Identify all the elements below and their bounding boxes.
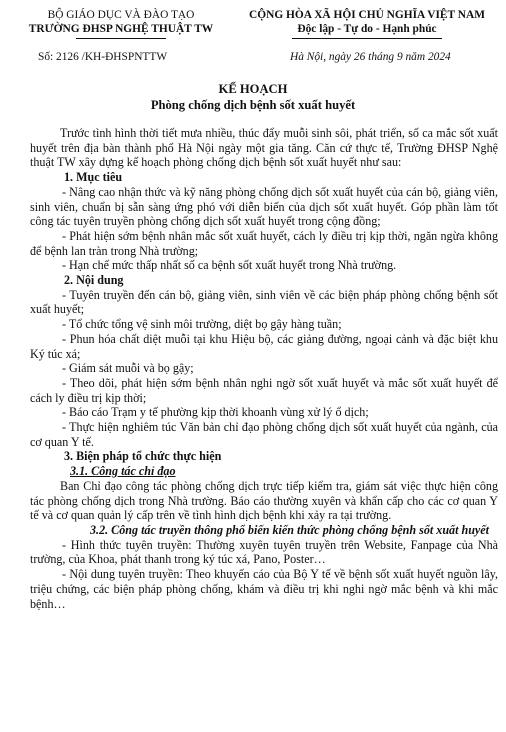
content-item: - Thực hiện nghiêm túc Văn bản chỉ đạo phòng chống dịch sốt xuất huyết của ngành, của cơ quan Y tế. xyxy=(30,420,498,449)
subsection-heading-communication: 3.2. Công tác truyền thông phổ biến kiến thức phòng chống bệnh sốt xuất huyết xyxy=(90,522,490,537)
goal-item: - Phát hiện sớm bệnh nhân mắc sốt xuất huyết, cách ly điều trị kịp thời, ngăn ngừa không để bệnh lan tràn trong Nhà trường; xyxy=(30,228,498,258)
national-motto: Độc lập - Tự do - Hạnh phúc xyxy=(297,22,437,35)
document-title xyxy=(0,81,506,113)
ministry-name: BỘ GIÁO DỤC VÀ ĐÀO TẠO xyxy=(47,9,195,21)
national-header xyxy=(232,9,502,39)
intro-paragraph: Trước tình hình thời tiết mưa nhiều, thúc đẩy muỗi sinh sôi, phát triển, số ca mắc sốt xuất huyết trên địa bàn thành phố Hà Nội ngày một gia tăng. Căn cứ thực tế, Trường ĐHSP Nghệ thuật TW xây dựng kế hoạch phòng chống dịch bệnh sốt xuất huyết như sau: xyxy=(30,126,498,170)
direction-paragraph: Ban Chỉ đạo công tác phòng chống dịch trực tiếp kiểm tra, giám sát việc thực hiện công tác phòng chống dịch trong Nhà trường. Báo cáo thường xuyên và khẩn cấp cho các cơ quan Y tế và cơ quan quản lý cấp trên về tình hình dịch bệnh khi xảy ra tại trường. xyxy=(30,478,498,523)
nation-name: CỘNG HÒA XÃ HỘI CHỦ NGHĨA VIỆT NAM xyxy=(249,9,485,21)
document-subject: Phòng chống dịch bệnh sốt xuất huyết xyxy=(150,98,356,112)
content-item: - Theo dõi, phát hiện sớm bệnh nhân nghi ngờ sốt xuất huyết và mắc sốt xuất huyết để cách ly điều trị kịp thời; xyxy=(30,375,498,405)
document-number: Số: 2126 /KH-ĐHSPNTTW xyxy=(38,51,168,63)
section-heading-measures: 3. Biện pháp tổ chức thực hiện xyxy=(64,449,222,464)
content-item: - Tuyên truyền đến cán bộ, giảng viên, sinh viên về các biện pháp phòng chống bệnh sốt xuất huyết; xyxy=(30,287,498,317)
motto-underline xyxy=(292,38,442,39)
issuer-block xyxy=(16,9,226,39)
issuer-underline xyxy=(76,38,166,39)
section-heading-content: 2. Nội dung xyxy=(64,273,124,288)
content-item: - Báo cáo Trạm y tế phường kịp thời khoanh vùng xử lý ổ dịch; xyxy=(62,405,369,420)
document-type: KẾ HOẠCH xyxy=(218,82,288,96)
document-body xyxy=(30,126,498,611)
content-item: - Phun hóa chất diệt muỗi tại khu Hiệu bộ, các giảng đường, ngoại cảnh và đặc biệt khu Ký túc xá; xyxy=(30,331,498,361)
section-heading-goals: 1. Mục tiêu xyxy=(64,170,123,185)
subsection-heading-direction: 3.1. Công tác chỉ đạo xyxy=(70,464,176,479)
school-name: TRƯỜNG ĐHSP NGHỆ THUẬT TW xyxy=(28,22,214,35)
content-item: - Tổ chức tổng vệ sinh môi trường, diệt bọ gậy hàng tuần; xyxy=(62,317,342,332)
communication-item: - Hình thức tuyên truyền: Thường xuyên tuyên truyền trên Website, Fanpage của Nhà trường, của Khoa, phát thanh trong ký túc xá, Pano, Poster… xyxy=(30,537,498,567)
goal-item: - Nâng cao nhận thức và kỹ năng phòng chống dịch sốt xuất huyết của cán bộ, giảng viên, sinh viên, chuẩn bị sẵn sàng ứng phó với diễn biến của dịch sốt xuất huyết. Góp phần làm tốt công tác tuyên truyền phòng chống dịch sốt xuất huyết trong cộng đồng; xyxy=(30,184,498,229)
issue-date: Hà Nội, ngày 26 tháng 9 năm 2024 xyxy=(290,51,451,63)
goal-item: - Hạn chế mức thấp nhất số ca bệnh sốt xuất huyết trong Nhà trường. xyxy=(62,258,397,273)
content-item: - Giám sát muỗi và bọ gậy; xyxy=(62,361,194,376)
communication-item: - Nội dung tuyên truyền: Theo khuyến cáo của Bộ Y tế về bệnh sốt xuất huyết nguồn lây, triệu chứng, các biện pháp phòng chống, khám và điều trị khi nghi ngờ mắc bệnh và khi mắc bệnh… xyxy=(30,567,498,611)
